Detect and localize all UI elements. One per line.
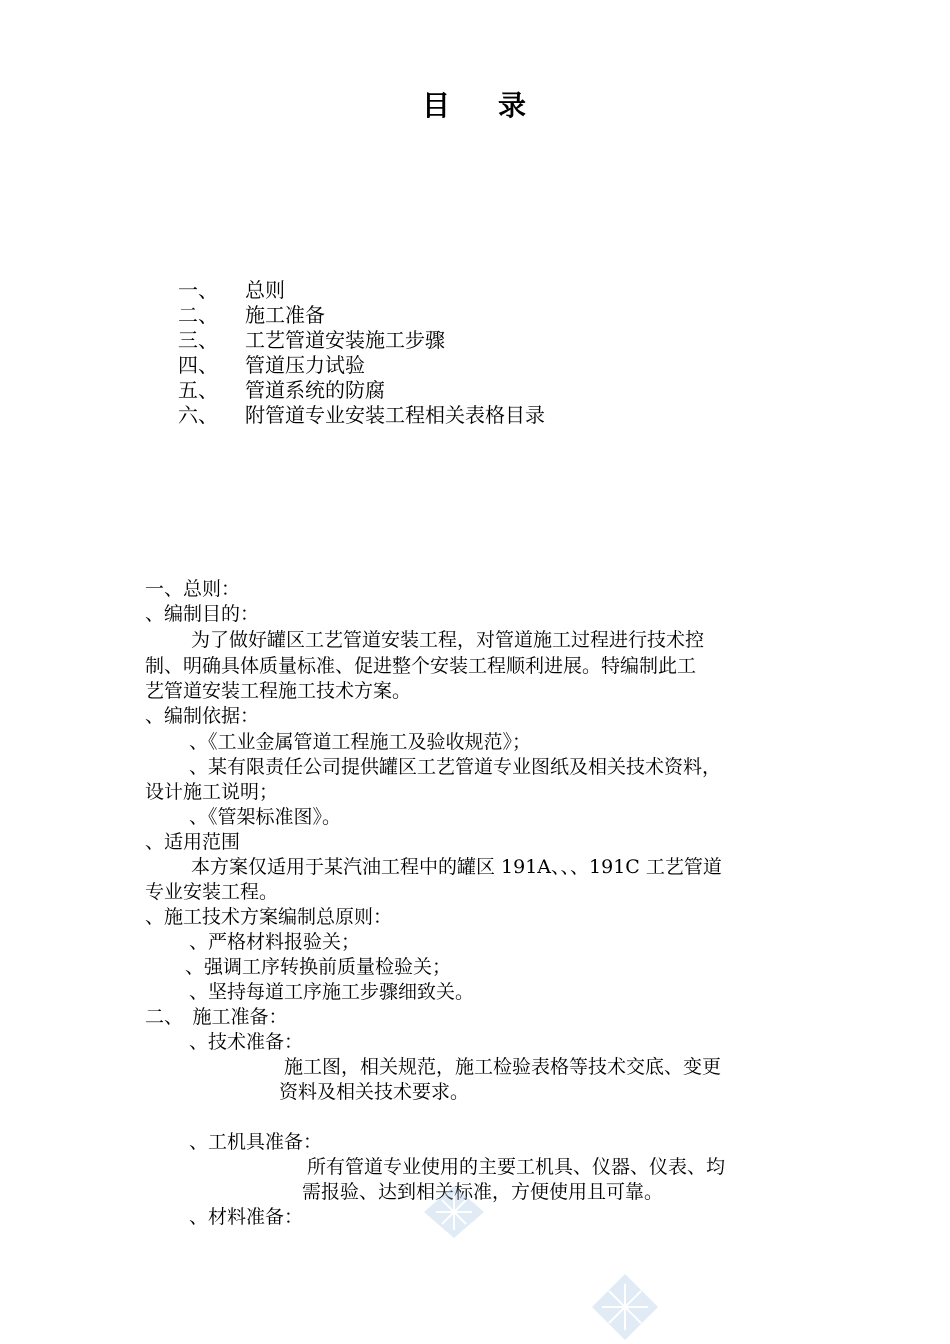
subheading-purpose: 、编制目的：	[145, 603, 260, 625]
list-item: 、严格材料报验关；	[189, 931, 361, 953]
paragraph-line: 设计施工说明；	[145, 781, 279, 803]
toc-label: 管道系统的防腐	[245, 378, 385, 402]
list-item: 、某有限责任公司提供罐区工艺管道专业图纸及相关技术资料，	[189, 756, 722, 778]
subheading-principles: 、施工技术方案编制总原则：	[145, 906, 393, 928]
toc-item	[178, 328, 545, 353]
toc-number: 四、	[178, 353, 218, 377]
toc-number: 五、	[178, 378, 218, 402]
table-of-contents	[178, 278, 545, 428]
section-heading-general: 一、总则：	[145, 578, 241, 600]
paragraph-line: 专业安装工程。	[145, 881, 279, 903]
paragraph-line: 资料及相关技术要求。	[279, 1081, 470, 1103]
subheading-technical: 、技术准备：	[189, 1031, 304, 1053]
toc-item	[178, 378, 545, 403]
title-char-2: 录	[498, 89, 529, 122]
toc-item	[178, 353, 545, 378]
section-heading-preparation: 二、 施工准备：	[145, 1006, 288, 1028]
list-item: 、强调工序转换前质量检验关；	[185, 956, 452, 978]
paragraph-line: 本方案仅适用于某汽油工程中的罐区 191A、、、191C 工艺管道	[191, 856, 722, 878]
page-title	[0, 84, 950, 124]
snowflake-watermark-icon	[588, 1272, 662, 1342]
paragraph-line: 艺管道安装工程施工技术方案。	[145, 680, 412, 702]
toc-number: 六、	[178, 403, 218, 427]
toc-item	[178, 403, 545, 428]
subheading-materials: 、材料准备：	[189, 1206, 304, 1228]
paragraph-line: 为了做好罐区工艺管道安装工程，对管道施工过程进行技术控	[191, 629, 705, 651]
snowflake-watermark-icon	[420, 1184, 488, 1240]
list-item: 、坚持每道工序施工步骤细致关。	[189, 981, 475, 1003]
toc-number: 二、	[178, 303, 218, 327]
toc-label: 施工准备	[245, 303, 325, 327]
paragraph-line: 所有管道专业使用的主要工机具、仪器、仪表、均	[307, 1156, 726, 1178]
subheading-scope: 、适用范围	[145, 831, 241, 853]
toc-label: 总则	[245, 278, 285, 302]
subheading-basis: 、编制依据：	[145, 705, 260, 727]
toc-item	[178, 303, 545, 328]
paragraph-line: 需报验、达到相关标准，方便使用且可靠。	[302, 1181, 664, 1203]
toc-label: 工艺管道安装施工步骤	[245, 328, 445, 352]
list-item: 、《管架标准图》。	[189, 806, 342, 828]
toc-item	[178, 278, 545, 303]
title-char-1: 目	[421, 89, 452, 122]
toc-number: 一、	[178, 278, 218, 302]
subheading-tools: 、工机具准备：	[189, 1131, 323, 1153]
paragraph-line: 制、明确具体质量标准、促进整个安装工程顺利进展。特编制此工	[145, 655, 697, 677]
toc-label: 附管道专业安装工程相关表格目录	[245, 403, 545, 427]
toc-number: 三、	[178, 328, 218, 352]
paragraph-line: 施工图，相关规范，施工检验表格等技术交底、变更	[284, 1056, 722, 1078]
list-item: 、《工业金属管道工程施工及验收规范》；	[189, 731, 532, 753]
toc-label: 管道压力试验	[245, 353, 365, 377]
